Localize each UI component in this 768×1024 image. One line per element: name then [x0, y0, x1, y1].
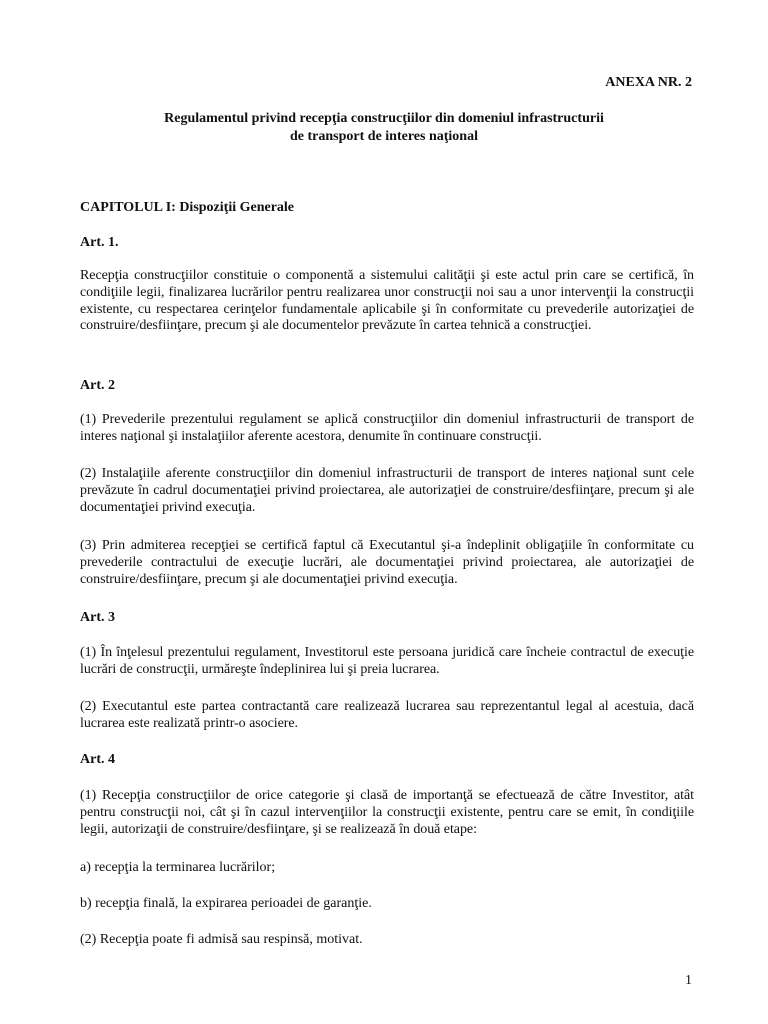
art2-paragraph-3: (3) Prin admiterea recepţiei se certifică faptul că Executantul şi-a îndeplinit obligaţiile în conformitate cu prevederile contractului de execuţie lucrări, ale documentaţiei privind proiectarea, ale autorizaţiei de construire/desfiinţare, precum şi ale documentaţiei privind execuţia. [80, 538, 694, 587]
art3-paragraph-2: (2) Executantul este partea contractantă care realizează lucrarea sau reprezentantul legal al acestuia, dacă lucrarea este realizată printr-o asociere. [80, 699, 694, 731]
page-number: 1 [685, 973, 692, 988]
annex-label: ANEXA NR. 2 [605, 75, 692, 90]
art3-heading: Art. 3 [80, 610, 115, 625]
title-line-1: Regulamentul privind recepţia construcţiilor din domeniul infrastructurii [164, 111, 604, 126]
art4-paragraph-1: (1) Recepţia construcţiilor de orice categorie şi clasă de importanţă se efectuează de către Investitor, atât pentru construcţii noi, cât şi în cazul intervenţiilor la construcţii existente, pentru care se emit, în condiţiile legii, autorizaţii de construire/desfiinţare, şi se realizează în două etape: [80, 788, 694, 837]
art2-paragraph-2: (2) Instalaţiile aferente construcţiilor din domeniul infrastructurii de transport de interes naţional sunt cele prevăzute în cadrul documentaţiei privind proiectarea, ale autorizaţiei de construire/desfiinţare, precum şi ale documentaţiei privind execuţia. [80, 466, 694, 515]
art2-paragraph-1: (1) Prevederile prezentului regulament se aplică construcţiilor din domeniul infrastructurii de transport de interes naţional şi instalaţiilor aferente acestora, denumite în continuare construcţii. [80, 412, 694, 444]
art1-text: Recepţia construcţiilor constituie o componentă a sistemului calităţii şi este actul prin care se certifică, în condiţiile legii, finalizarea lucrărilor pentru realizarea unor construcţii noi sau a unor intervenţii la construcţii existente, cu respectarea cerinţelor fundamentale aplicabile şi în conformitate cu prevederile autorizaţiei de construire/desfiinţare, precum şi ale documentelor prevăzute în cartea tehnică a construcţiei. [80, 268, 694, 334]
art3-paragraph-1: (1) În înţelesul prezentului regulament, Investitorul este persoana juridică care încheie contractul de execuţie lucrări de construcţii, urmăreşte îndeplinirea lui şi preia lucrarea. [80, 645, 694, 677]
art4-item-b: b) recepţia finală, la expirarea perioadei de garanţie. [80, 896, 372, 911]
chapter-heading: CAPITOLUL I: Dispoziţii Generale [80, 200, 295, 215]
art1-heading: Art. 1. [80, 235, 119, 250]
art2-heading: Art. 2 [80, 378, 115, 393]
art4-paragraph-2: (2) Recepţia poate fi admisă sau respinsă, motivat. [80, 932, 363, 947]
document-title [0, 110, 768, 146]
art4-item-a: a) recepţia la terminarea lucrărilor; [80, 860, 276, 875]
title-line-2: de transport de interes naţional [290, 129, 478, 144]
art4-heading: Art. 4 [80, 752, 115, 767]
